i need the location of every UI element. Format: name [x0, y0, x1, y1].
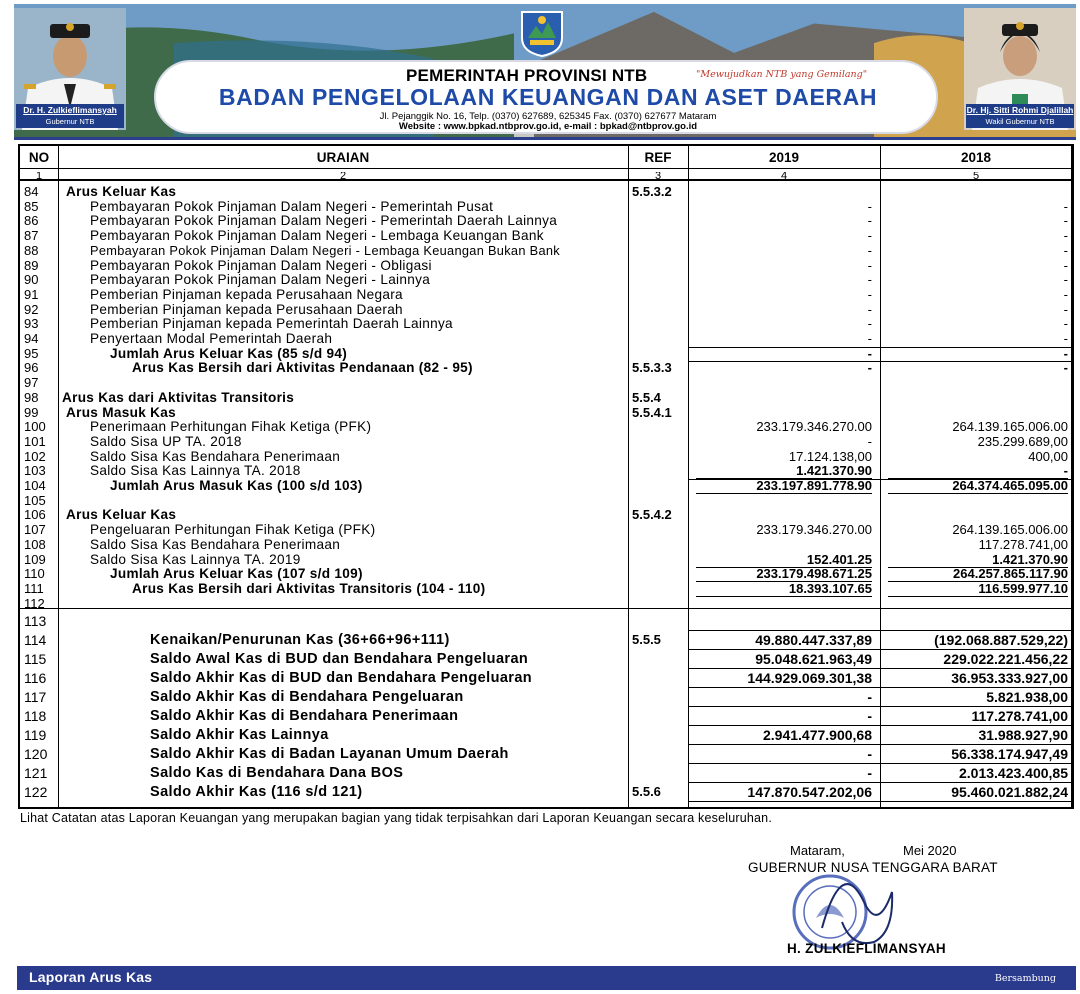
governor-photo [14, 8, 126, 130]
row-description: Pembayaran Pokok Pinjaman Dalam Negeri - Lembaga Keuangan Bukan Bank [90, 242, 560, 258]
agency-address: Jl. Pejanggik No. 16, Telp. (0370) 627689, 625345 Fax. (0370) 627677 Mataram [379, 111, 717, 122]
row-value-2019: - [867, 301, 872, 317]
row-number: 111 [24, 580, 44, 596]
col-divider-1 [58, 146, 59, 807]
row-value-2019: - [867, 242, 872, 258]
summary-value-2019: - [867, 689, 872, 706]
col-header-ref: REF [644, 150, 672, 165]
row-number: 107 [24, 522, 46, 538]
row-description: Saldo Sisa Kas Lainnya TA. 2018 [90, 463, 301, 479]
summary-value-2019: 144.929.069.301,38 [747, 670, 872, 687]
total-rule [688, 347, 1071, 348]
summary-value-2018: 117.278.741,00 [971, 708, 1068, 725]
col-header-2018: 2018 [960, 150, 992, 165]
page-footer-bar [17, 966, 1076, 990]
row-description: Arus Keluar Kas [66, 184, 177, 199]
agency-website: Website : www.bpkad.ntbprov.go.id, e-mail : bpkad@ntbprov.go.id [398, 121, 698, 132]
col-header-2019: 2019 [768, 150, 800, 165]
row-number: 92 [24, 301, 39, 317]
row-value-2018: - [1063, 360, 1068, 376]
row-value-2018: - [1063, 213, 1068, 229]
row-number: 90 [24, 272, 39, 288]
letterhead [14, 4, 1076, 140]
col-header-no: NO [28, 150, 50, 165]
index-divider-2 [20, 180, 1071, 181]
row-description: Pembayaran Pokok Pinjaman Dalam Negeri - Obligasi [90, 257, 432, 273]
row-value-2019: - [867, 316, 872, 332]
continued-label: Bersambung [994, 973, 1056, 984]
summary-row-number: 113 [24, 613, 47, 630]
row-number: 95 [24, 345, 39, 361]
row-number: 89 [24, 257, 39, 273]
row-number: 103 [24, 463, 46, 479]
total-rule [688, 361, 1071, 362]
summary-value-2018: 229.022.221.456,22 [943, 651, 1068, 668]
summary-value-2018: 36.953.333.927,00 [951, 670, 1068, 687]
row-value-2018: 264.257.865.117.90 [888, 566, 1068, 582]
summary-row-description: Saldo Akhir Kas di Badan Layanan Umum Daerah [150, 746, 509, 763]
col-index-5: 5 [972, 172, 980, 180]
summary-value-2018: 2.013.423.400,85 [959, 765, 1068, 782]
col-index-2: 2 [339, 172, 347, 180]
row-number: 108 [24, 536, 46, 552]
row-ref: 5.5.4.2 [632, 507, 672, 523]
row-value-2019: - [867, 198, 872, 214]
summary-value-2019: - [867, 746, 872, 763]
row-value-2019: 233.179.498.671.25 [696, 566, 872, 582]
summary-row-number: 120 [24, 746, 48, 763]
row-description: Penerimaan Perhitungan Fihak Ketiga (PFK) [90, 419, 372, 435]
summary-row-number: 122 [24, 784, 48, 801]
row-number: 93 [24, 316, 39, 332]
row-number: 106 [24, 507, 46, 523]
row-value-2019: - [867, 228, 872, 244]
summary-value-2019: 49.880.447.337,89 [755, 632, 872, 649]
summary-rule [688, 725, 1071, 726]
row-value-2019: - [867, 257, 872, 273]
total-rule [688, 479, 1071, 480]
signing-place: Mataram, [790, 843, 845, 858]
row-description: Pembayaran Pokok Pinjaman Dalam Negeri - Pemerintah Daerah Lainnya [90, 213, 558, 229]
col-index-3: 3 [654, 172, 662, 180]
header-banner [154, 60, 938, 134]
row-value-2019: - [867, 345, 872, 361]
summary-row-number: 114 [24, 632, 47, 649]
row-value-2018: 264.374.465.095.00 [888, 478, 1068, 494]
row-value-2018: - [1063, 331, 1068, 346]
signing-date: Mei 2020 [903, 843, 957, 858]
row-ref: 5.5.3.3 [632, 360, 672, 376]
statement-note: Lihat Catatan atas Laporan Keuangan yang merupakan bagian yang tidak terpisahkan dari Laporan Keuangan secara keseluruhan. [20, 811, 773, 825]
row-description: Arus Kas Bersih dari Aktivitas Transitoris (104 - 110) [132, 580, 486, 596]
ntb-emblem-icon [514, 8, 570, 58]
summary-rule [688, 630, 1071, 631]
row-description: Jumlah Arus Keluar Kas (107 s/d 109) [110, 566, 363, 582]
row-number: 110 [24, 566, 45, 582]
summary-row-number: 118 [24, 708, 47, 725]
summary-rule [688, 706, 1071, 707]
cash-flow-table [18, 144, 1074, 809]
summary-row-number: 115 [24, 651, 47, 668]
row-number: 101 [24, 433, 46, 449]
col-divider-2 [628, 146, 629, 807]
row-description: Pembayaran Pokok Pinjaman Dalam Negeri - Lainnya [90, 272, 431, 288]
row-number: 87 [24, 228, 39, 244]
summary-value-2018: 95.460.021.882,24 [951, 784, 1068, 801]
row-value-2018: - [1063, 316, 1068, 332]
summary-row-description: Saldo Akhir Kas di BUD dan Bendahara Pengeluaran [150, 670, 533, 687]
row-number: 94 [24, 331, 39, 346]
summary-rule [688, 763, 1071, 764]
row-description: Arus Kas Bersih dari Aktivitas Pendanaan (82 - 95) [132, 360, 473, 376]
report-name: Laporan Arus Kas [29, 969, 153, 985]
row-value-2019: 233.179.346.270.00 [756, 522, 872, 538]
row-value-2018: - [1063, 272, 1068, 288]
summary-row-number: 116 [24, 670, 47, 687]
governor-role: Gubernur NTB [16, 116, 124, 128]
row-value-2018: - [1063, 242, 1068, 258]
summary-row-number: 117 [24, 689, 47, 706]
row-value-2019: - [867, 360, 872, 376]
row-description: Jumlah Arus Keluar Kas (85 s/d 94) [110, 345, 348, 361]
row-value-2018: - [1063, 257, 1068, 273]
row-description: Saldo Sisa Kas Lainnya TA. 2019 [90, 551, 301, 567]
row-value-2018: 264.139.165.006.00 [952, 522, 1068, 538]
summary-row-description: Kenaikan/Penurunan Kas (36+66+96+111) [150, 632, 450, 649]
summary-rule [688, 687, 1071, 688]
section-divider [20, 608, 1071, 609]
summary-value-2018: 5.821.938,00 [986, 689, 1068, 706]
row-number: 85 [24, 198, 39, 214]
row-value-2019: - [867, 433, 872, 449]
summary-value-2019: 2.941.477.900,68 [763, 727, 872, 744]
row-value-2019: 233.179.346.270.00 [756, 419, 872, 435]
row-value-2019: 17.124.138,00 [788, 448, 872, 464]
header-divider [20, 168, 1071, 169]
row-value-2018: 264.139.165.006.00 [952, 419, 1068, 435]
row-ref: 5.5.4 [632, 389, 661, 405]
row-description: Arus Masuk Kas [66, 404, 176, 420]
row-number: 99 [24, 404, 39, 420]
row-number: 100 [24, 419, 46, 435]
row-description: Jumlah Arus Masuk Kas (100 s/d 103) [110, 478, 363, 493]
summary-row-description: Saldo Akhir Kas di Bendahara Penerimaan [150, 708, 459, 725]
summary-rule [688, 668, 1071, 669]
row-value-2019: 233.197.891.778.90 [696, 478, 872, 494]
row-value-2019: - [867, 331, 872, 346]
row-value-2019: 152.401.25 [696, 552, 872, 568]
row-description: Pemberian Pinjaman kepada Perusahaan Negara [90, 286, 403, 302]
row-value-2019: - [867, 286, 872, 302]
signer-title: GUBERNUR NUSA TENGGARA BARAT [748, 860, 998, 875]
row-number: 97 [24, 375, 39, 391]
summary-row-description: Saldo Awal Kas di BUD dan Bendahara Pengeluaran [150, 651, 529, 668]
col-index-4: 4 [780, 172, 788, 180]
row-ref: 5.5.3.2 [632, 184, 672, 199]
summary-rule [688, 801, 1071, 802]
row-value-2018: - [1063, 228, 1068, 244]
row-value-2019: - [867, 272, 872, 288]
row-value-2018: - [1063, 286, 1068, 302]
row-number: 91 [24, 286, 39, 302]
row-value-2018: - [1063, 301, 1068, 317]
row-description: Saldo Sisa UP TA. 2018 [90, 433, 242, 449]
row-description: Penyertaan Modal Pemerintah Daerah [90, 331, 333, 346]
col-header-uraian: URAIAN [316, 150, 370, 165]
government-title: PEMERINTAH PROVINSI NTB [406, 66, 648, 85]
row-description: Saldo Sisa Kas Bendahara Penerimaan [90, 536, 341, 552]
summary-row-description: Saldo Kas di Bendahara Dana BOS [150, 765, 404, 782]
summary-row-number: 121 [24, 765, 48, 782]
summary-rule [688, 649, 1071, 650]
row-description: Pemberian Pinjaman kepada Perusahaan Daerah [90, 301, 403, 317]
row-value-2019: - [867, 213, 872, 229]
summary-value-2019: 95.048.621.963,49 [755, 651, 872, 668]
col-divider-4 [880, 146, 881, 807]
motto: "Mewujudkan NTB yang Gemilang" [696, 69, 868, 80]
signer-name: H. ZULKIEFLIMANSYAH [787, 941, 946, 956]
vice-governor-name: Dr. Hj. Sitti Rohmi Djalillah [966, 105, 1074, 115]
row-description: Pengeluaran Perhitungan Fihak Ketiga (PFK) [90, 522, 376, 538]
summary-value-2018: 56.338.174.947,49 [951, 746, 1068, 763]
row-value-2018: - [888, 463, 1068, 479]
summary-row-description: Saldo Akhir Kas di Bendahara Pengeluaran [150, 689, 464, 706]
summary-value-2019: - [867, 708, 872, 725]
vice-governor-photo [964, 8, 1076, 130]
row-number: 104 [24, 478, 46, 493]
summary-value-2019: 147.870.547.202,06 [747, 784, 872, 801]
row-value-2018: - [1063, 198, 1068, 214]
col-divider-3 [688, 146, 689, 807]
vice-governor-role: Wakil Gubernur NTB [966, 116, 1074, 128]
row-value-2018: 1.421.370.90 [888, 552, 1068, 568]
summary-value-2019: - [867, 765, 872, 782]
row-value-2019: 18.393.107.65 [696, 581, 872, 597]
row-description: Saldo Sisa Kas Bendahara Penerimaan [90, 448, 341, 464]
row-value-2018: 400,00 [1028, 448, 1068, 464]
row-number: 105 [24, 492, 46, 508]
row-number: 96 [24, 360, 39, 376]
row-value-2018: 117.278.741,00 [978, 536, 1068, 552]
row-description: Arus Keluar Kas [66, 507, 177, 523]
row-description: Pembayaran Pokok Pinjaman Dalam Negeri - Lembaga Keuangan Bank [90, 228, 544, 244]
governor-name: Dr. H. Zulkieflimansyah [16, 104, 124, 116]
summary-value-2018: (192.068.887.529,22) [934, 632, 1068, 649]
row-number: 109 [24, 551, 46, 567]
agency-name: BADAN PENGELOLAAN KEUANGAN DAN ASET DAERAH [218, 84, 878, 110]
row-description: Pembayaran Pokok Pinjaman Dalam Negeri - Pemerintah Pusat [90, 198, 494, 214]
row-value-2018: 235.299.689,00 [977, 433, 1068, 449]
row-number: 88 [24, 242, 39, 258]
summary-row-ref: 5.5.6 [632, 784, 661, 800]
summary-row-description: Saldo Akhir Kas (116 s/d 121) [150, 784, 363, 801]
summary-value-2018: 31.988.927,90 [978, 727, 1068, 744]
col-index-1: 1 [35, 172, 43, 180]
row-number: 112 [24, 595, 45, 611]
row-number: 84 [24, 184, 39, 199]
row-value-2019: 1.421.370.90 [696, 463, 872, 479]
row-value-2018: 116.599.977.10 [888, 581, 1068, 597]
summary-row-ref: 5.5.5 [632, 632, 661, 648]
summary-rule [688, 744, 1071, 745]
summary-rule [688, 782, 1071, 783]
row-number: 102 [24, 448, 46, 464]
row-description: Pemberian Pinjaman kepada Pemerintah Daerah Lainnya [90, 316, 453, 332]
row-number: 98 [24, 389, 39, 405]
summary-row-description: Saldo Akhir Kas Lainnya [150, 727, 329, 744]
summary-row-number: 119 [24, 727, 47, 744]
row-value-2018: - [1063, 345, 1068, 361]
row-number: 86 [24, 213, 39, 229]
row-description: Arus Kas dari Aktivitas Transitoris [62, 389, 295, 405]
row-ref: 5.5.4.1 [632, 404, 672, 420]
